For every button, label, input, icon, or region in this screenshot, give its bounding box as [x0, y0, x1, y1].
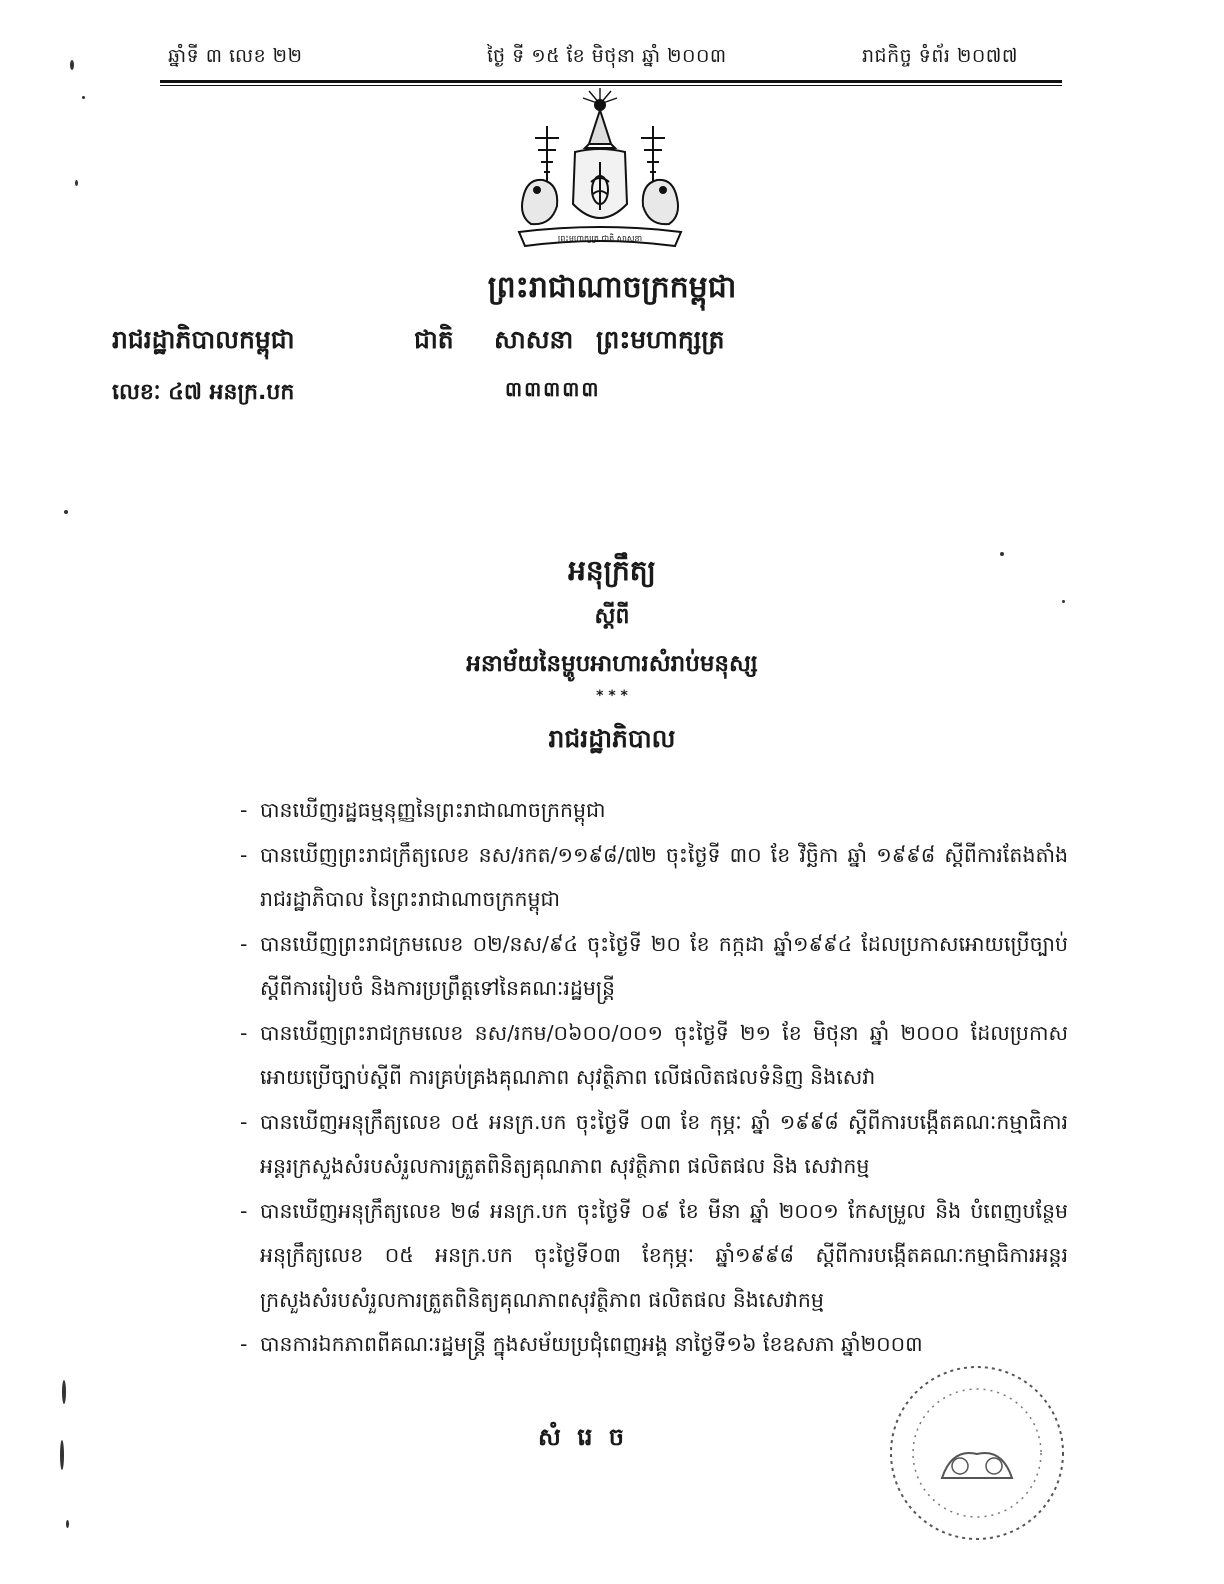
motto-king: ព្រះមហាក្សត្រ [596, 325, 725, 354]
scan-speck [62, 1380, 66, 1404]
document-subject: អនាម័យនៃម្ហូបអាហារសំរាប់មនុស្ស [466, 651, 758, 677]
scan-speck [70, 60, 74, 70]
emblem-ribbon-text: ព្រះមហាក្សត្រ ជាតិ សាសនា [557, 234, 643, 243]
gazette-page: រាជកិច្ច ទំព័រ ២០៧៧ [862, 45, 1018, 67]
gazette-date: ថ្ងៃ ទី ១៥ ខែ មិថុនា ឆ្នាំ ២០០៣ [487, 45, 727, 67]
consideration-item: - បានឃើញព្រះរាជក្រឹត្យលេខ នស/រកត/១១៩៨/៧២ ចុះថ្ងៃទី ៣០ ខែ វិច្ឆិកា ឆ្នាំ ១៩៩៨ ស្តីពីការតែងតាំងរាជរដ្ឋាភិបាល នៃព្រះរាជាណាចក្រកម្ពុជា [240, 833, 1068, 922]
consideration-item: - បានឃើញអនុក្រឹត្យលេខ ០៥ អនក្រ.បក ចុះថ្ងៃទី ០៣ ខែ កុម្ភៈ ឆ្នាំ ១៩៩៨ ស្តីពីការបង្កើតគណៈកម្មាធិការអន្តរក្រសួងសំរបសំរួលការត្រួតពិនិត្យគុណភាព សុវត្ថិភាព ផលិតផល និង សេវាកម្ម [240, 1100, 1068, 1189]
scan-speck [60, 1440, 64, 1470]
scan-speck [82, 96, 85, 99]
consideration-item: - បានឃើញរដ្ឋធម្មនុញ្ញនៃព្រះរាជាណាចក្រកម្ពុជា [240, 788, 1068, 833]
decision-heading: សំ រេ ច [538, 1423, 629, 1451]
motto-nation: ជាតិ [414, 325, 454, 354]
consideration-item: - បានការឯកភាពពីគណៈរដ្ឋមន្ត្រី ក្នុងសម័យប្រជុំពេញអង្គ នាថ្ងៃទី១៦ ខែឧសភា ឆ្នាំ២០០៣ [240, 1322, 1068, 1367]
scan-speck [66, 1520, 69, 1528]
scan-speck [1000, 552, 1004, 556]
scan-speck [64, 510, 68, 514]
consideration-item: - បានឃើញព្រះរាជក្រមលេខ នស/រកម/០៦០០/០០១ ចុះថ្ងៃទី ២១ ខែ មិថុនា ឆ្នាំ ២០០០ ដែលប្រកាសអោយប្រើច្បាប់ស្តីពី ការគ្រប់គ្រងគុណភាព សុវត្ថិភាព លើផលិតផលទំនិញ និងសេវា [240, 1011, 1068, 1100]
scan-speck [75, 180, 78, 186]
royal-coat-of-arms-icon [505, 86, 695, 258]
document-about: ស្តីពី [594, 604, 630, 629]
official-seal-icon [882, 1358, 1072, 1548]
issuer-name: រាជរដ្ឋាភិបាលកម្ពុជា [112, 325, 295, 354]
scan-speck [1062, 600, 1065, 603]
document-type: អនុក្រឹត្យ [568, 554, 656, 587]
gazette-year-issue: ឆ្នាំទី ៣ លេខ ២២ [168, 45, 303, 67]
document-authority: រាជរដ្ឋាភិបាល [548, 724, 676, 753]
stars-divider: * * * [596, 688, 628, 704]
considerations-list [240, 788, 1068, 1367]
ornament-divider: ៣៣៣៣៣ [505, 377, 601, 401]
reference-number: លេខៈ ៤៧ អនក្រ.បក [112, 380, 295, 405]
kingdom-title: ព្រះរាជាណាចក្រកម្ពុជា [487, 270, 737, 305]
consideration-item: - បានឃើញព្រះរាជក្រមលេខ ០២/នស/៩៤ ចុះថ្ងៃទី ២០ ខែ កក្កដា ឆ្នាំ១៩៩៤ ដែលប្រកាសអោយប្រើច្បាប់ស្តីពីការរៀបចំ និងការប្រព្រឹត្តទៅនៃគណៈរដ្ឋមន្ត្រី [240, 922, 1068, 1011]
consideration-item: - បានឃើញអនុក្រឹត្យលេខ ២៨ អនក្រ.បក ចុះថ្ងៃទី ០៩ ខែ មីនា ឆ្នាំ ២០០១ កែសម្រួល និង បំពេញបន្ថែមអនុក្រឹត្យលេខ ០៥ អនក្រ.បក ចុះថ្ងៃទី០៣ ខែកុម្ភៈ ឆ្នាំ១៩៩៨ ស្តីពីការបង្កើតគណៈកម្មាធិការអន្តរក្រសួងសំរបសំរួលការត្រួតពិនិត្យគុណភាពសុវត្ថិភាព ផលិតផល និងសេវាកម្ម [240, 1189, 1068, 1323]
motto-religion: សាសនា [494, 325, 574, 354]
